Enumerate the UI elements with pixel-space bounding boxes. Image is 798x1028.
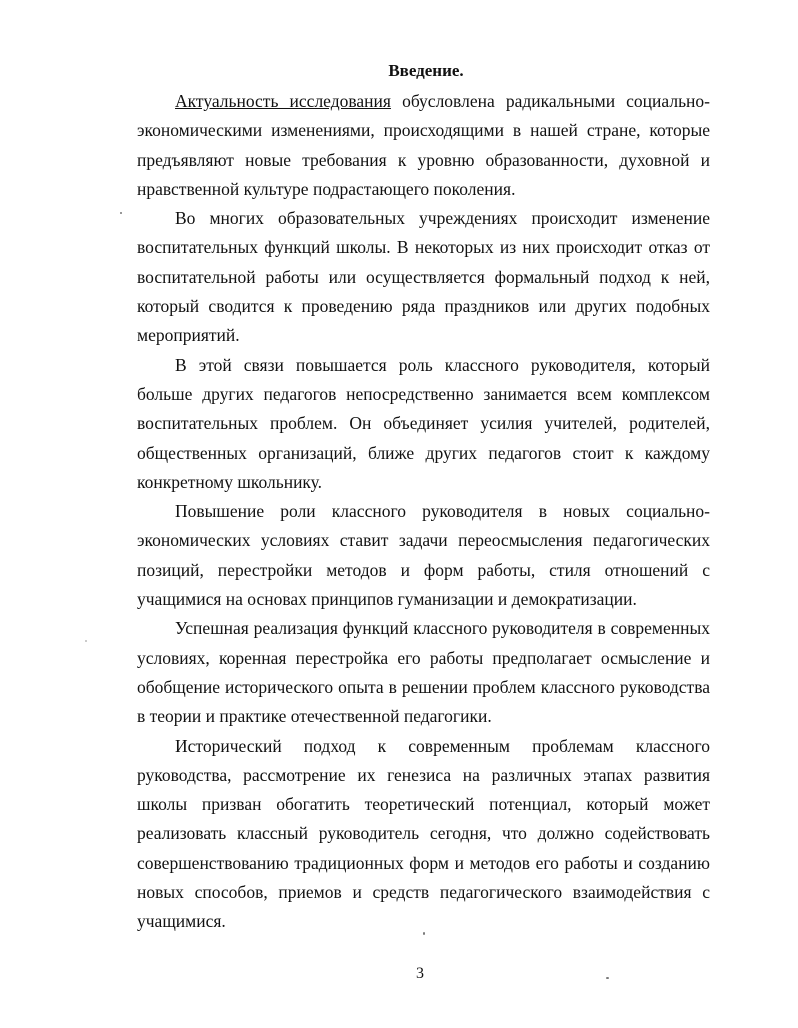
scan-speck bbox=[423, 932, 425, 935]
page-number: 3 bbox=[416, 965, 424, 982]
paragraph: Повышение роли классного руководителя в новых социально-экономических условиях ставит задачи переосмысления педагогических позиций, перестройки методов и форм работы, стиля отношений с учащимися на основах принципов гуманизации и демократизации. bbox=[137, 501, 710, 610]
section-title: Введение. bbox=[388, 61, 464, 80]
scan-speck bbox=[85, 640, 87, 642]
paragraph: Исторический подход к современным проблемам классного руководства, рассмотрение их генезиса на различных этапах развития школы призван обогатить теоретический потенциал, который может реализовать классный руководитель сегодня, что должно содействовать совершенствованию традиционных форм и методов его работы и созданию новых способов, приемов и средств педагогического взаимодействия с учащимися. bbox=[137, 735, 710, 932]
relevance-text: обусловлена радикальными социально-экономическими изменениями, происходящими в нашей стране, которые предъявляют новые требования к уровню образованности, духовной и нравственной культуре подрастающего поколения. bbox=[137, 91, 710, 199]
paragraph-relevance bbox=[137, 87, 710, 204]
scan-speck bbox=[120, 212, 122, 214]
paragraph: Успешная реализация функций классного руководителя в современных условиях, коренная перестройка его работы предполагает осмысление и обобщение исторического опыта в решении проблем классного руководства в теории и практике отечественной педагогики. bbox=[137, 618, 710, 727]
paragraph: Во многих образовательных учреждениях происходит изменение воспитательных функций школы. В некоторых из них происходит отказ от воспитательной работы или осуществляется формальный подход к ней, который сводится к проведению ряда праздников или других подобных мероприятий. bbox=[137, 208, 710, 346]
scan-speck bbox=[606, 977, 609, 979]
body-text bbox=[137, 87, 710, 937]
paragraph: В этой связи повышается роль классного руководителя, который больше других педагогов непосредственно занимается всем комплексом воспитательных проблем. Он объединяет усилия учителей, родителей, общественных организаций, ближе других педагогов стоит к каждому конкретному школьнику. bbox=[137, 354, 710, 492]
relevance-lead: Актуальность исследования bbox=[175, 91, 391, 111]
